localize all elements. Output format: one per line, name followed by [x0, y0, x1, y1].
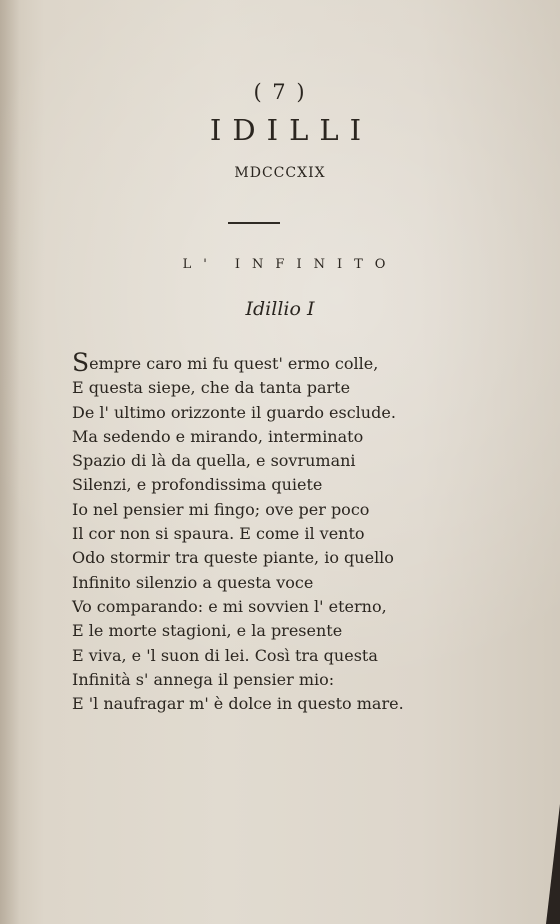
verse-line: De l' ultimo orizzonte il guardo esclude.	[72, 402, 396, 422]
verse-line: Ma sedendo e mirando, interminato	[72, 426, 364, 446]
poem-verses	[72, 348, 432, 716]
section-year: MDCCCXIX	[234, 165, 326, 181]
verse-line: Vo comparando: e mi sovvien l' eterno,	[72, 596, 387, 616]
poem-subtitle: Idillio I	[245, 298, 315, 320]
verse-line: E 'l naufragar m' è dolce in questo mare.	[72, 694, 404, 714]
verse-line: Spazio di là da quella, e sovrumani	[72, 451, 356, 471]
verse-line: E le morte stagioni, e la presente	[72, 621, 343, 641]
drop-cap: S	[72, 348, 90, 377]
poem-title: L' INFINITO	[182, 257, 398, 272]
verse-line: E viva, e 'l suon di lei. Così tra questa	[72, 645, 378, 665]
verse-line: Il cor non si spaura. E come il vento	[72, 524, 365, 544]
verse-line: Odo stormir tra queste piante, io quello	[72, 548, 394, 568]
verse-line: Infinità s' annega il pensier mio:	[72, 669, 335, 689]
verse-rest: empre caro mi fu quest' ermo colle,	[89, 354, 379, 373]
verse-line: Infinito silenzio a questa voce	[72, 572, 314, 592]
verse-line	[72, 348, 432, 377]
title-divider	[228, 222, 280, 224]
section-title: IDILLI	[209, 113, 373, 147]
verse-line: E questa siepe, che da tanta parte	[72, 378, 351, 398]
page-number: ( 7 )	[253, 80, 307, 104]
verse-line: Silenzi, e profondissima quiete	[72, 475, 323, 495]
verse-line: Io nel pensier mi fingo; ove per poco	[72, 499, 370, 519]
